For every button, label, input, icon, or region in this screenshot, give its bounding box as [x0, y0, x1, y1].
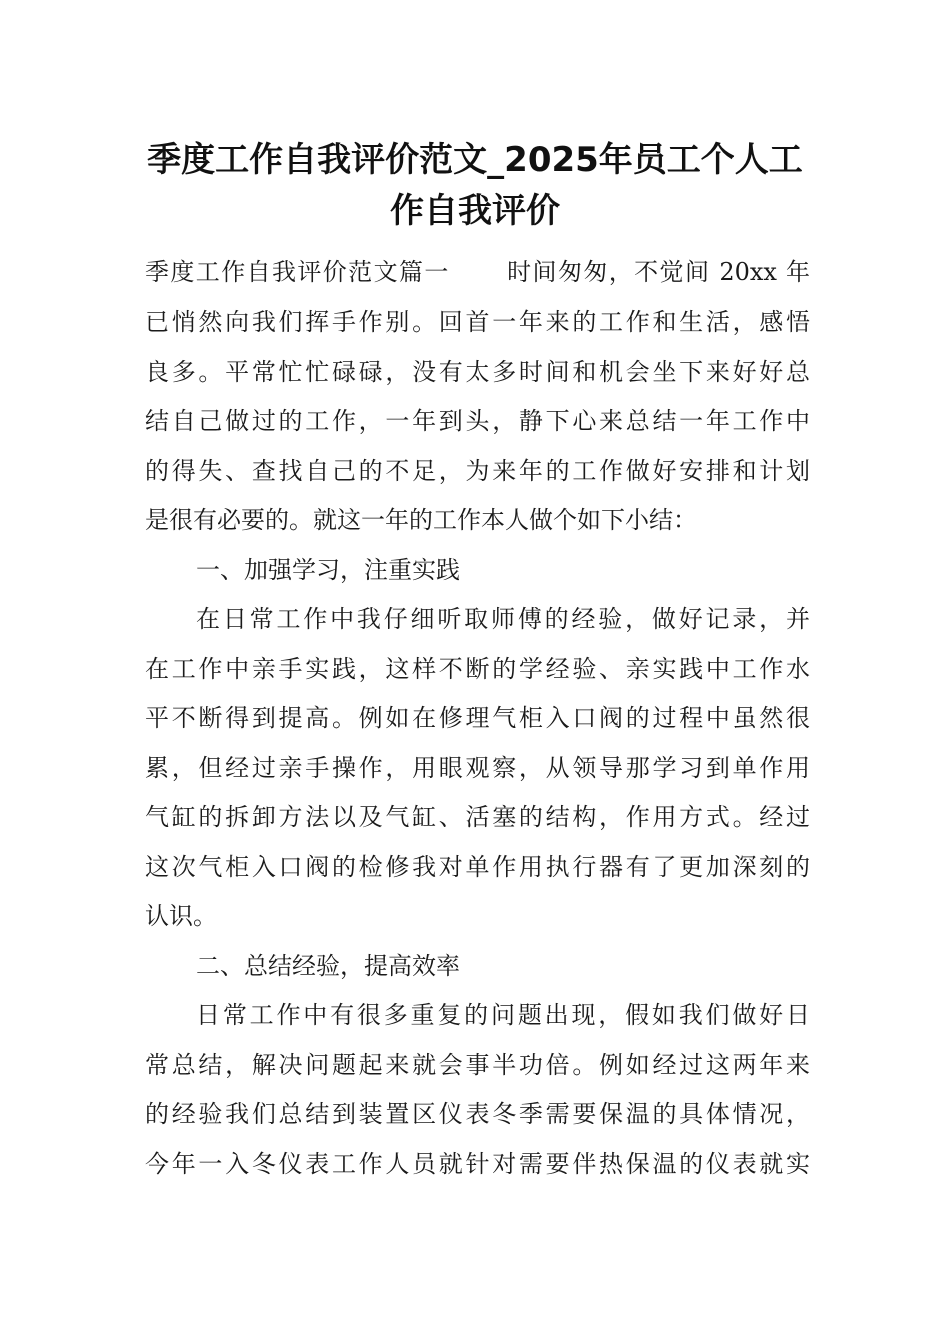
intro-line: 结自己做过的工作，一年到头，静下心来总结一年工作中 [145, 407, 810, 435]
intro-heading: 季度工作自我评价范文篇一 [145, 258, 450, 286]
intro-line: 良多。平常忙忙碌碌，没有太多时间和机会坐下来好好总 [145, 358, 810, 386]
intro-line: 时间匆匆，不觉间 20xx 年 [505, 258, 810, 286]
section-1-line: 这次气柜入口阀的检修我对单作用执行器有了更加深刻的 [145, 853, 810, 881]
section-2-line: 常总结，解决问题起来就会事半功倍。例如经过这两年来 [145, 1051, 810, 1079]
section-1-line: 在日常工作中我仔细听取师傅的经验，做好记录，并 [196, 605, 810, 633]
intro-first-line [145, 257, 810, 287]
intro-line: 是很有必要的。就这一年的工作本人做个如下小结： [145, 506, 697, 534]
document-title-line-2: 作自我评价 [390, 191, 560, 231]
section-1-line: 在工作中亲手实践，这样不断的学经验、亲实践中工作水 [145, 655, 810, 683]
section-2-line: 的经验我们总结到装置区仪表冬季需要保温的具体情况， [145, 1100, 810, 1128]
section-2-heading: 二、总结经验，提高效率 [196, 952, 460, 980]
section-2-line: 今年一入冬仪表工作人员就针对需要伴热保温的仪表就实 [145, 1150, 810, 1178]
section-1-line: 气缸的拆卸方法以及气缸、活塞的结构，作用方式。经过 [145, 803, 810, 831]
section-1-line: 平不断得到提高。例如在修理气柜入口阀的过程中虽然很 [145, 704, 810, 732]
section-1-heading: 一、加强学习，注重实践 [196, 556, 460, 584]
intro-line: 已悄然向我们挥手作别。回首一年来的工作和生活，感悟 [145, 308, 810, 336]
section-1-line: 认识。 [145, 902, 217, 930]
section-1-line: 累，但经过亲手操作，用眼观察，从领导那学习到单作用 [145, 754, 810, 782]
document-title-line-1: 季度工作自我评价范文_2025年员工个人工 [147, 140, 803, 180]
intro-line: 的得失、查找自己的不足，为来年的工作做好安排和计划 [145, 457, 810, 485]
section-2-line: 日常工作中有很多重复的问题出现，假如我们做好日 [196, 1001, 810, 1029]
